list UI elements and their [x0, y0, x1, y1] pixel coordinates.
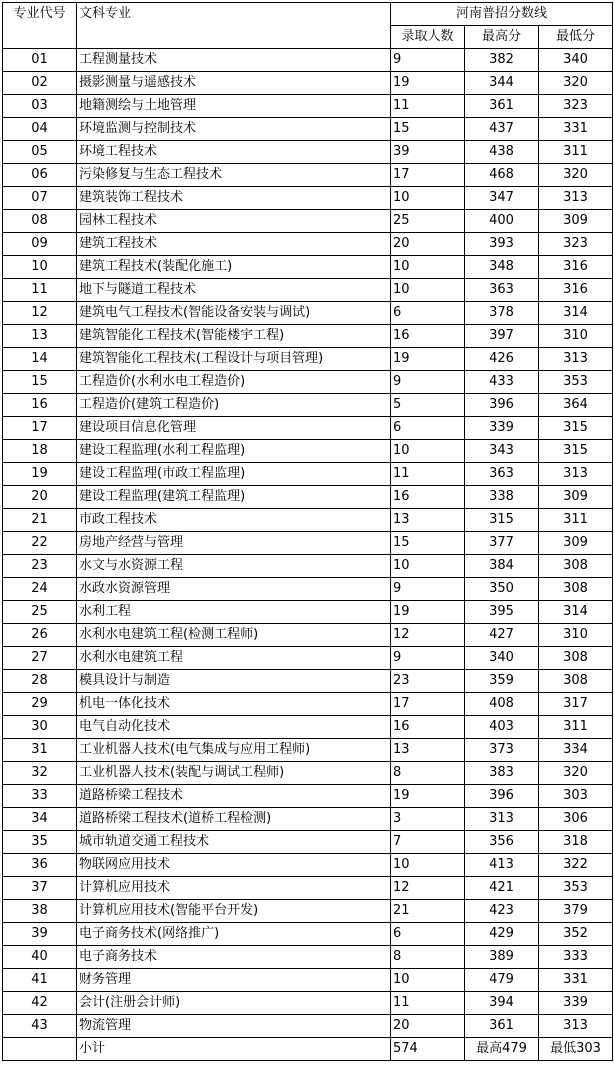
cell-max: 339 [465, 417, 539, 440]
header-min: 最低分 [539, 26, 613, 49]
total-min: 最低303 [539, 1038, 613, 1061]
cell-code: 06 [3, 164, 77, 187]
table-footer [3, 1038, 613, 1061]
table-row [3, 946, 613, 969]
cell-min: 311 [539, 509, 613, 532]
cell-max: 421 [465, 877, 539, 900]
cell-min: 313 [539, 187, 613, 210]
table-row [3, 72, 613, 95]
cell-max: 350 [465, 578, 539, 601]
total-admitted: 574 [391, 1038, 465, 1061]
cell-min: 352 [539, 923, 613, 946]
cell-major: 计算机应用技术 [77, 877, 391, 900]
cell-min: 322 [539, 854, 613, 877]
cell-code: 38 [3, 900, 77, 923]
total-label: 小计 [77, 1038, 391, 1061]
cell-major: 建筑工程技术 [77, 233, 391, 256]
cell-max: 395 [465, 601, 539, 624]
table-row [3, 1015, 613, 1038]
cell-max: 396 [465, 785, 539, 808]
table-row [3, 670, 613, 693]
cell-code: 40 [3, 946, 77, 969]
cell-max: 382 [465, 49, 539, 72]
table-row [3, 808, 613, 831]
table-row [3, 624, 613, 647]
table-row [3, 233, 613, 256]
cell-max: 361 [465, 1015, 539, 1038]
cell-admitted: 12 [391, 877, 465, 900]
table-row [3, 900, 613, 923]
table-row [3, 440, 613, 463]
cell-admitted: 10 [391, 256, 465, 279]
cell-min: 303 [539, 785, 613, 808]
cell-admitted: 23 [391, 670, 465, 693]
cell-min: 315 [539, 417, 613, 440]
cell-max: 361 [465, 95, 539, 118]
cell-admitted: 8 [391, 762, 465, 785]
cell-admitted: 10 [391, 187, 465, 210]
table-row [3, 95, 613, 118]
cell-min: 364 [539, 394, 613, 417]
cell-min: 339 [539, 992, 613, 1015]
table-row [3, 854, 613, 877]
cell-code: 22 [3, 532, 77, 555]
table-row [3, 394, 613, 417]
cell-max: 394 [465, 992, 539, 1015]
cell-admitted: 25 [391, 210, 465, 233]
cell-min: 331 [539, 118, 613, 141]
cell-min: 315 [539, 440, 613, 463]
cell-max: 403 [465, 716, 539, 739]
table-row [3, 716, 613, 739]
cell-admitted: 7 [391, 831, 465, 854]
cell-max: 384 [465, 555, 539, 578]
cell-admitted: 19 [391, 72, 465, 95]
cell-major: 建设工程监理(建筑工程监理) [77, 486, 391, 509]
cell-min: 320 [539, 762, 613, 785]
table-row [3, 831, 613, 854]
cell-code: 43 [3, 1015, 77, 1038]
cell-admitted: 16 [391, 325, 465, 348]
cell-max: 343 [465, 440, 539, 463]
cell-min: 379 [539, 900, 613, 923]
table-row [3, 118, 613, 141]
cell-admitted: 6 [391, 302, 465, 325]
cell-max: 479 [465, 969, 539, 992]
total-max: 最高479 [465, 1038, 539, 1061]
table-row [3, 187, 613, 210]
table-row [3, 210, 613, 233]
cell-max: 340 [465, 647, 539, 670]
cell-major: 电气自动化技术 [77, 716, 391, 739]
cell-major: 环境监测与控制技术 [77, 118, 391, 141]
cell-major: 道路桥梁工程技术(道桥工程检测) [77, 808, 391, 831]
table-row [3, 647, 613, 670]
cell-min: 320 [539, 164, 613, 187]
cell-major: 会计(注册会计师) [77, 992, 391, 1015]
cell-admitted: 17 [391, 693, 465, 716]
cell-max: 359 [465, 670, 539, 693]
cell-max: 427 [465, 624, 539, 647]
cell-major: 电子商务技术 [77, 946, 391, 969]
cell-max: 377 [465, 532, 539, 555]
cell-max: 413 [465, 854, 539, 877]
cell-major: 物联网应用技术 [77, 854, 391, 877]
cell-admitted: 16 [391, 486, 465, 509]
cell-code: 10 [3, 256, 77, 279]
cell-major: 模具设计与制造 [77, 670, 391, 693]
cell-min: 311 [539, 141, 613, 164]
cell-max: 363 [465, 463, 539, 486]
cell-admitted: 12 [391, 624, 465, 647]
table-row [3, 923, 613, 946]
cell-major: 财务管理 [77, 969, 391, 992]
cell-admitted: 10 [391, 440, 465, 463]
cell-admitted: 9 [391, 578, 465, 601]
table-row [3, 371, 613, 394]
cell-admitted: 13 [391, 509, 465, 532]
header-major: 文科专业 [77, 3, 391, 49]
cell-major: 工业机器人技术(电气集成与应用工程师) [77, 739, 391, 762]
cell-min: 323 [539, 95, 613, 118]
cell-max: 393 [465, 233, 539, 256]
cell-min: 331 [539, 969, 613, 992]
cell-min: 316 [539, 279, 613, 302]
cell-major: 计算机应用技术(智能平台开发) [77, 900, 391, 923]
cell-min: 334 [539, 739, 613, 762]
cell-admitted: 19 [391, 785, 465, 808]
cell-admitted: 15 [391, 532, 465, 555]
cell-min: 306 [539, 808, 613, 831]
cell-min: 309 [539, 532, 613, 555]
table-row [3, 877, 613, 900]
cell-admitted: 6 [391, 923, 465, 946]
cell-code: 15 [3, 371, 77, 394]
cell-major: 摄影测量与遥感技术 [77, 72, 391, 95]
table-row [3, 302, 613, 325]
cell-admitted: 19 [391, 601, 465, 624]
cell-code: 37 [3, 877, 77, 900]
cell-max: 437 [465, 118, 539, 141]
cell-min: 353 [539, 877, 613, 900]
cell-major: 建筑智能化工程技术(智能楼宇工程) [77, 325, 391, 348]
cell-admitted: 9 [391, 371, 465, 394]
cell-major: 工程造价(建筑工程造价) [77, 394, 391, 417]
cell-major: 水利水电建筑工程(检测工程师) [77, 624, 391, 647]
cell-admitted: 11 [391, 992, 465, 1015]
cell-min: 309 [539, 486, 613, 509]
header-admitted: 录取人数 [391, 26, 465, 49]
header-code: 专业代号 [3, 3, 77, 49]
cell-code: 28 [3, 670, 77, 693]
cell-min: 310 [539, 624, 613, 647]
cell-max: 433 [465, 371, 539, 394]
cell-min: 311 [539, 716, 613, 739]
header-max: 最高分 [465, 26, 539, 49]
cell-admitted: 10 [391, 969, 465, 992]
cell-admitted: 39 [391, 141, 465, 164]
cell-admitted: 10 [391, 854, 465, 877]
cell-max: 356 [465, 831, 539, 854]
cell-code: 35 [3, 831, 77, 854]
table-row [3, 463, 613, 486]
cell-major: 工业机器人技术(装配与调试工程师) [77, 762, 391, 785]
header-score-group: 河南普招分数线 [391, 3, 613, 26]
cell-code: 34 [3, 808, 77, 831]
cell-major: 环境工程技术 [77, 141, 391, 164]
cell-code: 04 [3, 118, 77, 141]
table-body [3, 49, 613, 1038]
cell-max: 423 [465, 900, 539, 923]
cell-admitted: 3 [391, 808, 465, 831]
cell-code: 09 [3, 233, 77, 256]
cell-max: 396 [465, 394, 539, 417]
cell-major: 建筑装饰工程技术 [77, 187, 391, 210]
cell-min: 310 [539, 325, 613, 348]
cell-major: 房地产经营与管理 [77, 532, 391, 555]
cell-min: 314 [539, 601, 613, 624]
cell-min: 313 [539, 1015, 613, 1038]
table-row [3, 486, 613, 509]
cell-min: 313 [539, 348, 613, 371]
cell-admitted: 9 [391, 647, 465, 670]
cell-major: 市政工程技术 [77, 509, 391, 532]
table-row [3, 992, 613, 1015]
cell-max: 400 [465, 210, 539, 233]
table-row [3, 141, 613, 164]
cell-major: 建设工程监理(水利工程监理) [77, 440, 391, 463]
table-row [3, 578, 613, 601]
cell-major: 建筑工程技术(装配化施工) [77, 256, 391, 279]
cell-major: 建设项目信息化管理 [77, 417, 391, 440]
cell-code: 39 [3, 923, 77, 946]
cell-admitted: 19 [391, 348, 465, 371]
cell-max: 426 [465, 348, 539, 371]
cell-max: 363 [465, 279, 539, 302]
cell-admitted: 20 [391, 233, 465, 256]
cell-max: 383 [465, 762, 539, 785]
cell-max: 468 [465, 164, 539, 187]
cell-major: 城市轨道交通工程技术 [77, 831, 391, 854]
table-row [3, 762, 613, 785]
cell-code: 26 [3, 624, 77, 647]
cell-admitted: 11 [391, 463, 465, 486]
table-row [3, 532, 613, 555]
cell-code: 31 [3, 739, 77, 762]
table-row [3, 693, 613, 716]
cell-max: 315 [465, 509, 539, 532]
table-row [3, 969, 613, 992]
cell-min: 308 [539, 647, 613, 670]
cell-min: 323 [539, 233, 613, 256]
cell-major: 建筑电气工程技术(智能设备安装与调试) [77, 302, 391, 325]
cell-admitted: 16 [391, 716, 465, 739]
cell-admitted: 6 [391, 417, 465, 440]
cell-code: 21 [3, 509, 77, 532]
cell-max: 338 [465, 486, 539, 509]
cell-major: 地下与隧道工程技术 [77, 279, 391, 302]
cell-max: 378 [465, 302, 539, 325]
cell-max: 373 [465, 739, 539, 762]
cell-major: 电子商务技术(网络推广) [77, 923, 391, 946]
cell-code: 18 [3, 440, 77, 463]
cell-admitted: 20 [391, 1015, 465, 1038]
admission-score-table [2, 2, 613, 1061]
cell-admitted: 21 [391, 900, 465, 923]
cell-code: 08 [3, 210, 77, 233]
table-row [3, 509, 613, 532]
cell-major: 园林工程技术 [77, 210, 391, 233]
cell-min: 318 [539, 831, 613, 854]
cell-admitted: 17 [391, 164, 465, 187]
cell-code: 29 [3, 693, 77, 716]
table-row [3, 785, 613, 808]
table-row [3, 555, 613, 578]
cell-major: 水利水电建筑工程 [77, 647, 391, 670]
cell-code: 12 [3, 302, 77, 325]
cell-admitted: 11 [391, 95, 465, 118]
cell-major: 污染修复与生态工程技术 [77, 164, 391, 187]
cell-code: 02 [3, 72, 77, 95]
table-row [3, 601, 613, 624]
total-code-cell [3, 1038, 77, 1061]
cell-min: 316 [539, 256, 613, 279]
cell-code: 24 [3, 578, 77, 601]
cell-min: 333 [539, 946, 613, 969]
table-row [3, 49, 613, 72]
cell-max: 438 [465, 141, 539, 164]
cell-min: 340 [539, 49, 613, 72]
cell-min: 320 [539, 72, 613, 95]
table-row [3, 417, 613, 440]
table-row [3, 325, 613, 348]
cell-code: 13 [3, 325, 77, 348]
cell-major: 水利工程 [77, 601, 391, 624]
total-row [3, 1038, 613, 1061]
cell-code: 07 [3, 187, 77, 210]
cell-max: 348 [465, 256, 539, 279]
cell-code: 32 [3, 762, 77, 785]
table-header [3, 3, 613, 49]
cell-min: 313 [539, 463, 613, 486]
cell-max: 347 [465, 187, 539, 210]
cell-code: 14 [3, 348, 77, 371]
cell-max: 313 [465, 808, 539, 831]
table-row [3, 279, 613, 302]
cell-major: 工程造价(水利水电工程造价) [77, 371, 391, 394]
cell-major: 机电一体化技术 [77, 693, 391, 716]
cell-max: 429 [465, 923, 539, 946]
cell-code: 16 [3, 394, 77, 417]
cell-min: 314 [539, 302, 613, 325]
cell-code: 25 [3, 601, 77, 624]
cell-min: 308 [539, 578, 613, 601]
cell-code: 03 [3, 95, 77, 118]
cell-code: 01 [3, 49, 77, 72]
cell-major: 水文与水资源工程 [77, 555, 391, 578]
cell-admitted: 9 [391, 49, 465, 72]
cell-admitted: 8 [391, 946, 465, 969]
cell-max: 408 [465, 693, 539, 716]
cell-max: 389 [465, 946, 539, 969]
cell-admitted: 13 [391, 739, 465, 762]
cell-major: 水政水资源管理 [77, 578, 391, 601]
cell-code: 23 [3, 555, 77, 578]
cell-min: 317 [539, 693, 613, 716]
cell-code: 11 [3, 279, 77, 302]
cell-max: 344 [465, 72, 539, 95]
cell-code: 27 [3, 647, 77, 670]
cell-code: 30 [3, 716, 77, 739]
table-row [3, 164, 613, 187]
cell-code: 36 [3, 854, 77, 877]
cell-min: 308 [539, 555, 613, 578]
cell-major: 物流管理 [77, 1015, 391, 1038]
cell-code: 41 [3, 969, 77, 992]
cell-admitted: 10 [391, 555, 465, 578]
cell-major: 建设工程监理(市政工程监理) [77, 463, 391, 486]
cell-max: 397 [465, 325, 539, 348]
cell-major: 道路桥梁工程技术 [77, 785, 391, 808]
cell-major: 工程测量技术 [77, 49, 391, 72]
cell-admitted: 10 [391, 279, 465, 302]
cell-code: 42 [3, 992, 77, 1015]
cell-code: 05 [3, 141, 77, 164]
table-row [3, 256, 613, 279]
cell-admitted: 5 [391, 394, 465, 417]
cell-min: 309 [539, 210, 613, 233]
cell-min: 308 [539, 670, 613, 693]
table-row [3, 348, 613, 371]
cell-code: 33 [3, 785, 77, 808]
cell-major: 地籍测绘与土地管理 [77, 95, 391, 118]
cell-code: 19 [3, 463, 77, 486]
cell-code: 20 [3, 486, 77, 509]
cell-admitted: 15 [391, 118, 465, 141]
table-row [3, 739, 613, 762]
cell-min: 353 [539, 371, 613, 394]
cell-major: 建筑智能化工程技术(工程设计与项目管理) [77, 348, 391, 371]
cell-code: 17 [3, 417, 77, 440]
